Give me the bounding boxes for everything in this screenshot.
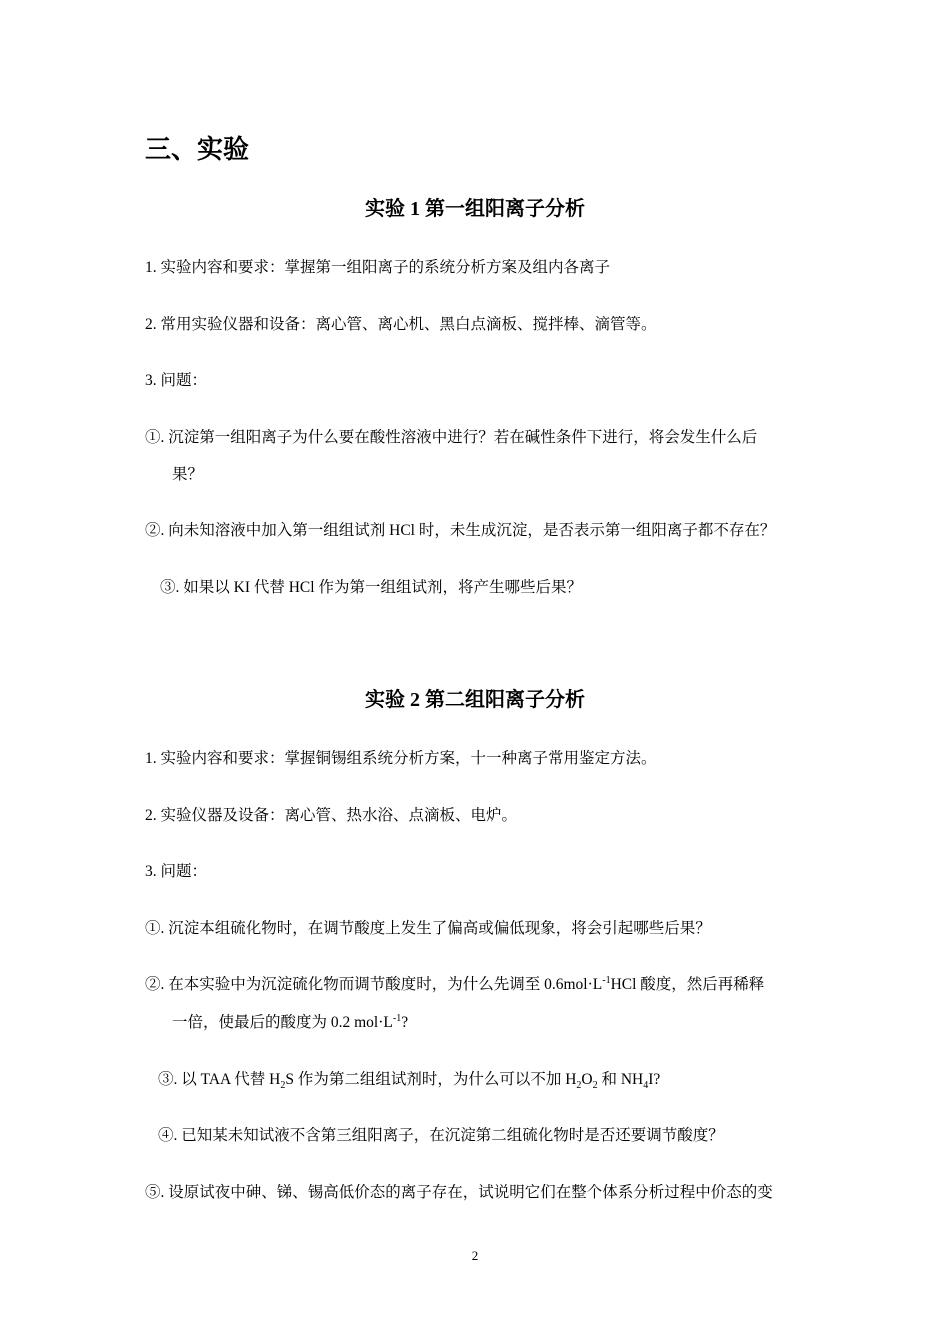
exp2-q2-line1: ②. 在本实验中为沉淀硫化物而调节酸度时，为什么先调至 $0.6mol\cdot L^{-1}HCl$ 酸度，然后再稀释 [145, 974, 765, 993]
exp2-q4: ④. 已知某未知试液不含第三组阳离子，在沉淀第二组硫化物时是否还要调节酸度？ [158, 1127, 724, 1144]
page-number: 2 [471, 1248, 479, 1263]
exp2-item1: 1. 实验内容和要求：掌握铜锡组系统分析方案，十一种离子常用鉴定方法。 [145, 750, 657, 767]
exp2-q3: ③. 以 TAA 代替 $H_2S$ 作为第二组组试剂时，为什么可以不加 $H_2O_2$ 和 $NH_4I$? [158, 1071, 661, 1092]
exp2-q2-line2: 一倍，使最后的酸度为 0.2 $mol\cdot L^{-1}$? [172, 1012, 409, 1031]
exp1-q1-line2: 果？ [172, 466, 204, 483]
exp1-item2: 2. 常用实验仪器和设备：离心管、离心机、黑白点滴板、搅拌棒、滴管等。 [145, 316, 657, 333]
exp2-q1: ①. 沉淀本组硫化物时，在调节酸度上发生了偏高或偏低现象，将会引起哪些后果？ [145, 920, 711, 937]
exp1-item3: 3. 问题： [145, 372, 208, 389]
exp2-item3: 3. 问题： [145, 863, 208, 880]
exp2-q5: ⑤. 设原试夜中砷、锑、锡高低价态的离子存在，试说明它们在整个体系分析过程中价态的变 [145, 1184, 773, 1201]
exp1-q1-line1: ①. 沉淀第一组阳离子为什么要在酸性溶液中进行？若在碱性条件下进行，将会发生什么后 [145, 429, 758, 446]
exp1-item1: 1. 实验内容和要求：掌握第一组阳离子的系统分析方案及组内各离子 [145, 259, 611, 276]
exp1-q2: ②. 向未知溶液中加入第一组组试剂 HCl 时，未生成沉淀，是否表示第一组阳离子都不存在？ [145, 522, 776, 539]
exp1-q3: ③. 如果以 KI 代替 HCl 作为第一组组试剂，将产生哪些后果？ [160, 579, 582, 596]
exp1-title: 实验 1 第一组阳离子分析 [365, 198, 585, 220]
exp2-title: 实验 2 第二组阳离子分析 [365, 689, 585, 711]
section-title: 三、实验 [145, 135, 250, 164]
exp2-item2: 2. 实验仪器及设备：离心管、热水浴、点滴板、电炉。 [145, 807, 518, 824]
